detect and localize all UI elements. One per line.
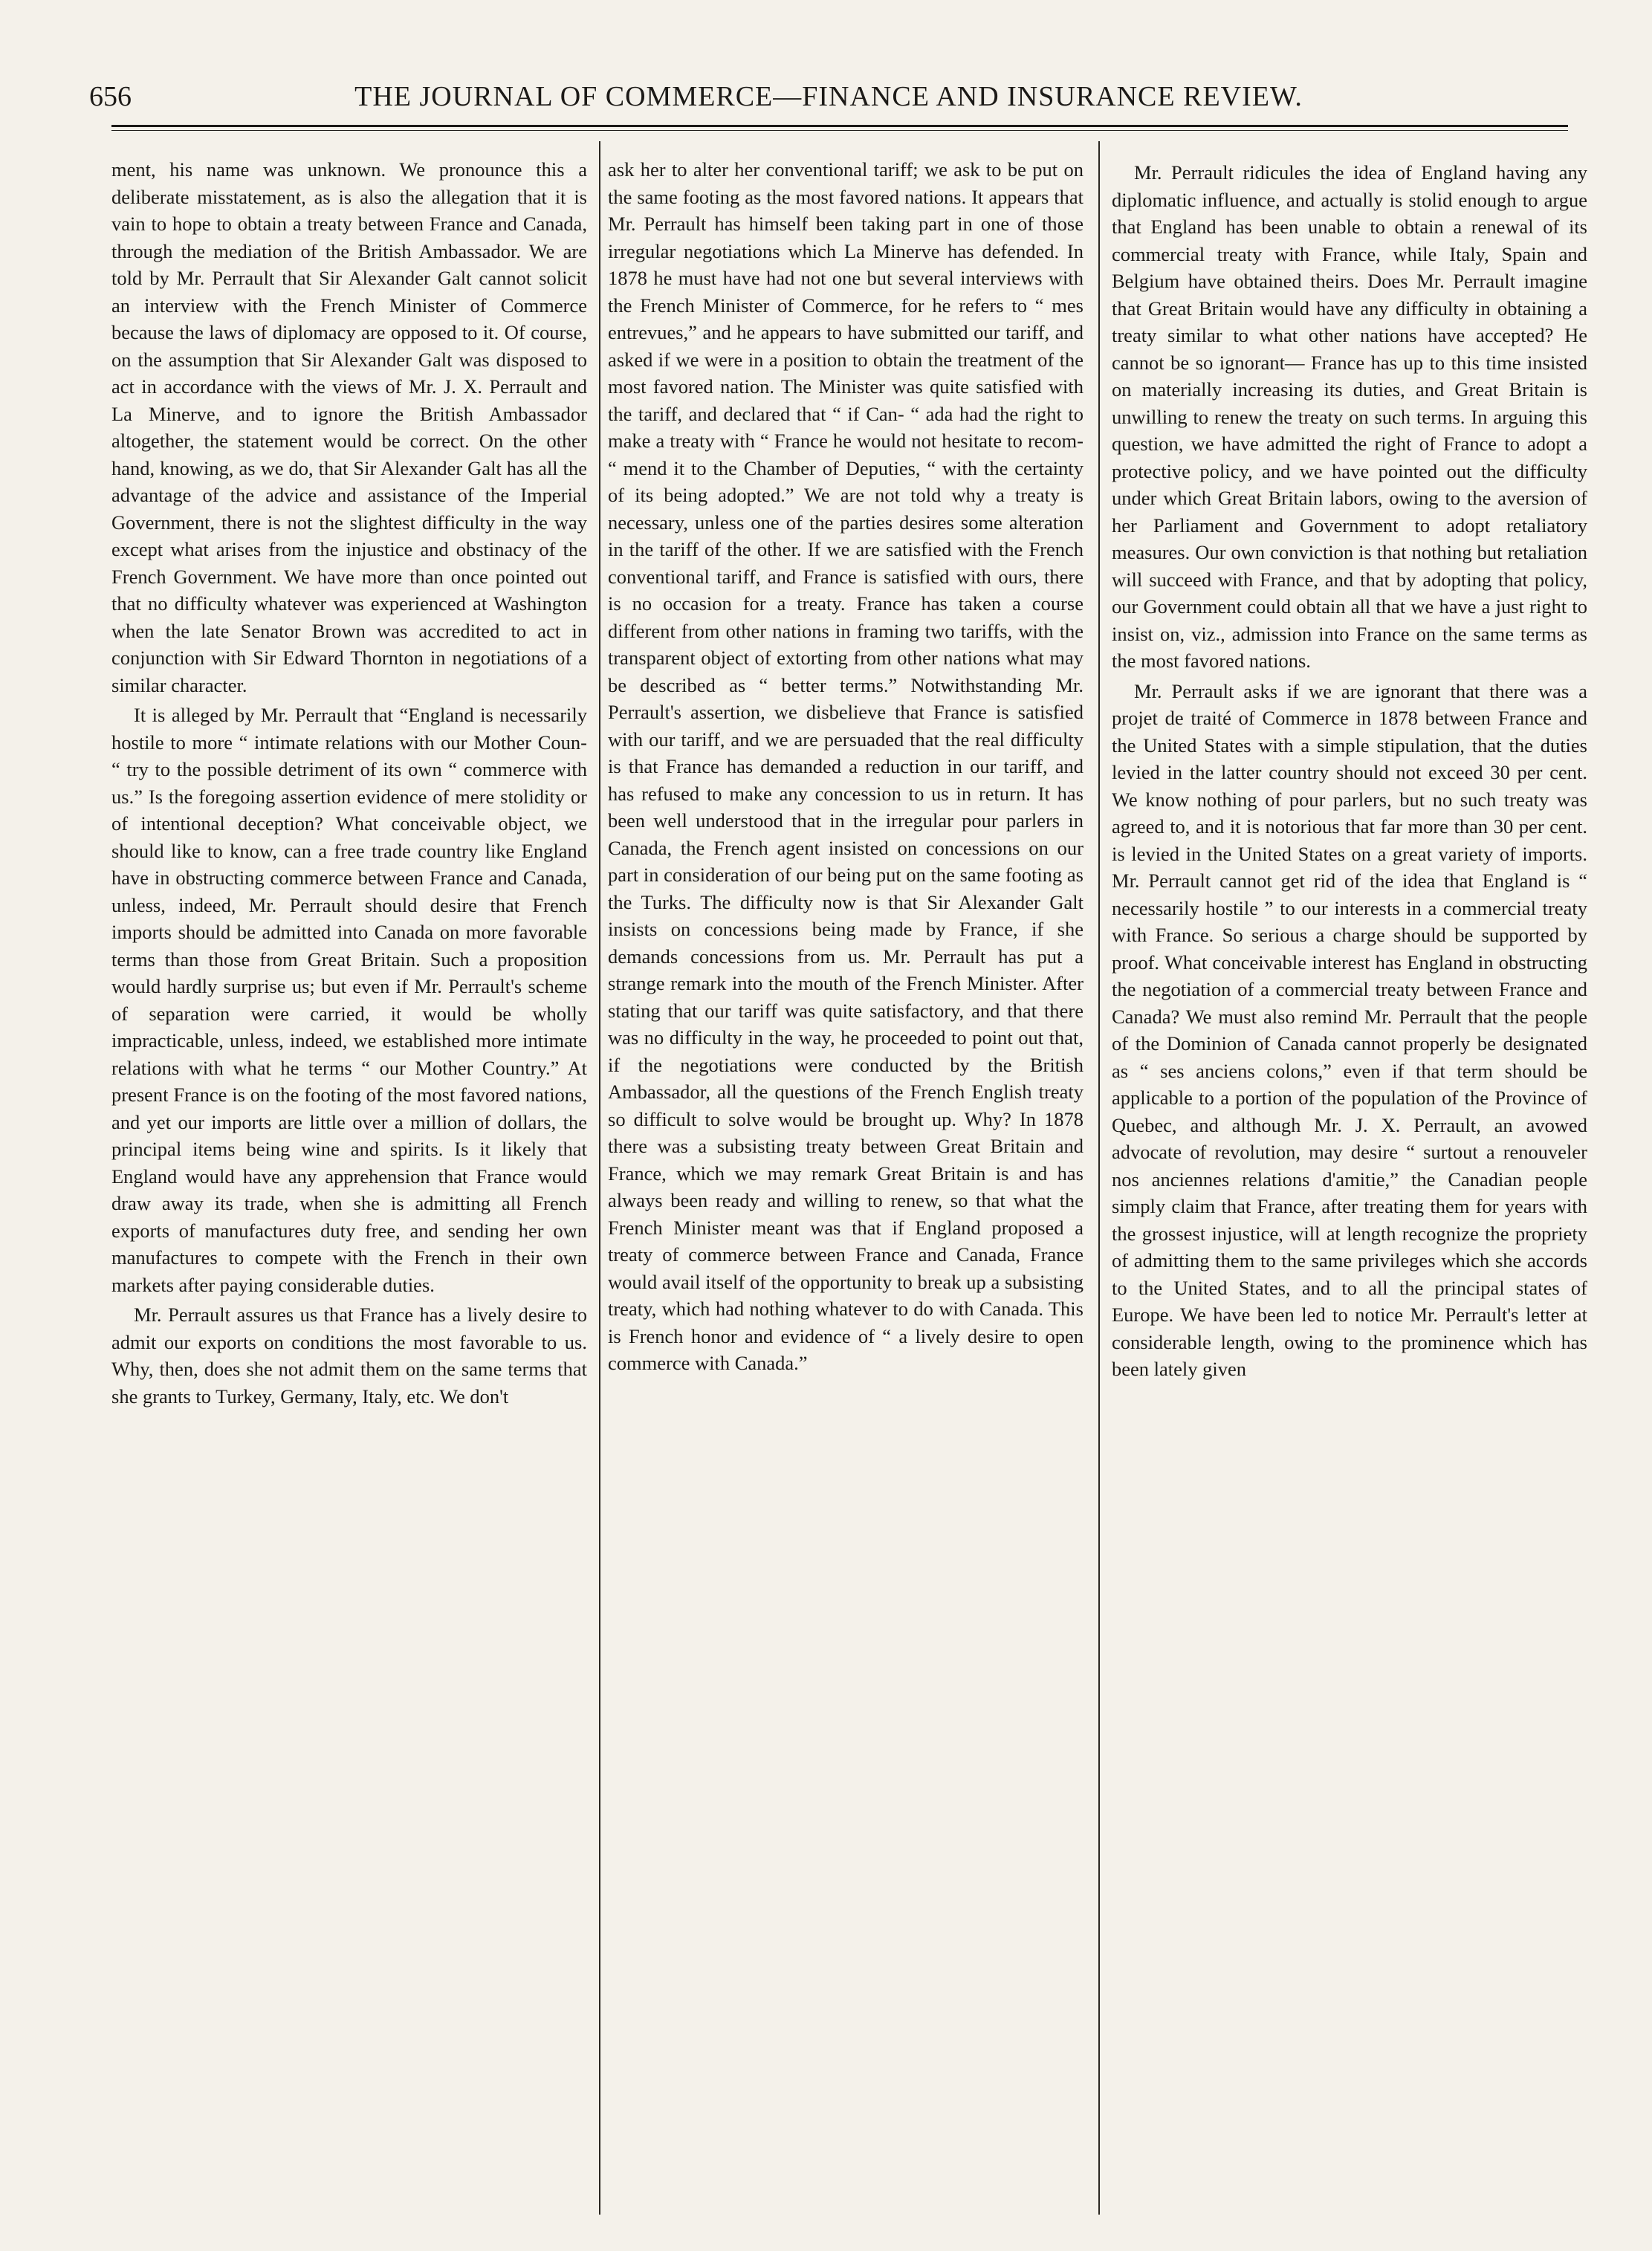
paragraph: ment, his name was unknown. We pronounce this a deliberate misstatement, as is also the allegation that it is vain to hope to obtain a treaty between France and Canada, through the mediation of the British Ambassador. We are told by Mr. Perrault that Sir Alexander Galt cannot solicit an interview with the French Minister of Commerce because the laws of diplomacy are opposed to it. Of course, on the assumption that Sir Alexander Galt was disposed to act in accordance with the views of Mr. J. X. Perrault and La Minerve, and to ignore the British Ambassador altogether, the statement would be correct. On the other hand, knowing, as we do, that Sir Alexander Galt has all the advantage of the advice and assistance of the Imperial Government, there is not the slightest difficulty in the way except what arises from the injustice and obstinacy of the French Government. We have more than once pointed out that no difficulty whatever was experienced at Washington when the late Senator Brown was accredited to act in conjunction with Sir Edward Thornton in negotiations of a similar character.: [111, 158, 587, 696]
journal-title: THE JOURNAL OF COMMERCE—FINANCE AND INSURANCE REVIEW.: [354, 81, 1303, 112]
page-number: 656: [89, 81, 132, 112]
article-column-2: [608, 156, 1083, 1377]
paragraph: ask her to alter her conventional tariff; we ask to be put on the same footing as the most favored nations. It appears that Mr. Perrault has himself been taking part in one of those irregular negotiations which La Minerve has defended. In 1878 he must have had not one but several interviews with the French Minister of Commerce, for he refers to “ mes entrevues,” and he appears to have submitted our tariff, and asked if we were in a position to obtain the treatment of the most favored nation. The Minister was quite satisfied with the tariff, and declared that “ if Can- “ ada had the right to make a treaty with “ France he would not hesitate to recom- “ mend it to the Chamber of Deputies, “ with the certainty of its being adopted.” We are not told why a treaty is necessary, unless one of the parties desires some alteration in the tariff of the other. If we are satisfied with the French conventional tariff, and France is satisfied with ours, there is no occasion for a treaty. France has taken a course different from other nations in framing two tariffs, with the transparent object of extorting from other nations what may be described as “ better terms.” Notwithstanding Mr. Perrault's assertion, we disbelieve that France is satisfied with our tariff, and we are persuaded that the real difficulty is that France has demanded a reduction in our tariff, and has refused to make any concession to us in return. It has been well understood that in the irregular pour parlers in Canada, the French agent insisted on concessions on our part in consideration of our being put on the same footing as the Turks. The difficulty now is that Sir Alexander Galt insists on concessions being made by France, if she demands concessions from us. Mr. Perrault has put a strange remark into the mouth of the French Minister. After stating that our tariff was quite satisfactory, and that there was no difficulty in the way, he proceeded to point out that, if the negotiations were conducted by the British Ambassador, all the questions of the French English treaty so difficult to solve would be brought up. Why? In 1878 there was a subsisting treaty between Great Britain and France, which we may remark Great Britain is and has always been ready and willing to renew, so that what the French Minister meant was that if England proposed a treaty of commerce between France and Canada, France would avail itself of the opportunity to break up a subsisting treaty, which had nothing whatever to do with Canada. This is French honor and evidence of “ a lively desire to open commerce with Canada.”: [608, 158, 1083, 1374]
paragraph: It is alleged by Mr. Perrault that “England is necessarily hostile to more “ intimate relations with our Mother Coun- “ try to the possible detriment of its own “ commerce with us.” Is the foregoing assertion evidence of mere stolidity or of intentional deception? What conceivable object, we should like to know, can a free trade country like England have in obstructing commerce between France and Canada, unless, indeed, Mr. Perrault should desire that French imports should be admitted into Canada on more favorable terms than those from Great Britain. Such a proposition would hardly surprise us; but even if Mr. Perrault's scheme of separation were carried, it would be wholly impracticable, unless, indeed, we established more intimate relations with what he terms “ our Mother Country.” At present France is on the footing of the most favored nations, and yet our imports are little over a million of dollars, the principal items being wine and spirits. Is it likely that England would have any apprehension that France would draw away its trade, when she is admitting all French exports of manufactures duty free, and sending her own manufactures to compete with the French in their own markets after paying considerable duties.: [111, 704, 587, 1296]
article-column-3: [1112, 156, 1587, 1383]
header-rule: [111, 125, 1568, 127]
column-divider: [599, 141, 600, 2215]
column-divider: [1098, 141, 1100, 2215]
paragraph: Mr. Perrault ridicules the idea of England having any diplomatic influence, and actually is stolid enough to argue that England has been unable to obtain a renewal of its commercial treaty with France, while Italy, Spain and Belgium have obtained theirs. Does Mr. Perrault imagine that Great Britain would have any difficulty in obtaining a treaty similar to what other nations have accepted? He cannot be so ignorant— France has up to this time insisted on materially increasing its duties, and Great Britain is unwilling to renew the treaty on such terms. In arguing this question, we have admitted the right of France to adopt a protective policy, and we have pointed out the difficulty under which Great Britain labors, owing to the aversion of her Parliament and Government to adopt retaliatory measures. Our own conviction is that nothing but retaliation will succeed with France, and that by adopting that policy, our Government could obtain all that we have a just right to insist on, viz., admission into France on the same terms as the most favored nations.: [1112, 161, 1587, 672]
page-header: [89, 80, 1568, 122]
article-column-1: [111, 156, 587, 1410]
header-rule-thin: [111, 130, 1568, 131]
paragraph: Mr. Perrault asks if we are ignorant that there was a projet de traité of Commerce in 1878 between France and the United States with a simple stipulation, that the duties levied in the latter country should not exceed 30 per cent. We know nothing of pour parlers, but no such treaty was agreed to, and it is notorious that far more than 30 per cent. is levied in the United States on a great variety of imports. Mr. Perrault cannot get rid of the idea that England is “ necessarily hostile ” to our interests in a commercial treaty with France. So serious a charge should be supported by proof. What conceivable interest has England in obstructing the negotiation of a commercial treaty between France and Canada? We must also remind Mr. Perrault that the people of the Dominion of Canada cannot properly be designated as “ ses anciens colons,” even if that term should be applicable to a portion of the population of the Province of Quebec, and although Mr. J. X. Perrault, an avowed advocate of revolution, may desire “ surtout a renouveler nos anciennes relations d'amitie,” the Canadian people simply claim that France, after treating them for years with the grossest injustice, will at length recognize the propriety of admitting them to the same privileges which she accords to the United States, and to all the principal states of Europe. We have been led to notice Mr. Perrault's letter at considerable length, owing to the prominence which has been lately given: [1112, 679, 1587, 1380]
paragraph: Mr. Perrault assures us that France has a lively desire to admit our exports on conditions the most favorable to us. Why, then, does she not admit them on the same terms that she grants to Turkey, Germany, Italy, etc. We don't: [111, 1303, 587, 1408]
